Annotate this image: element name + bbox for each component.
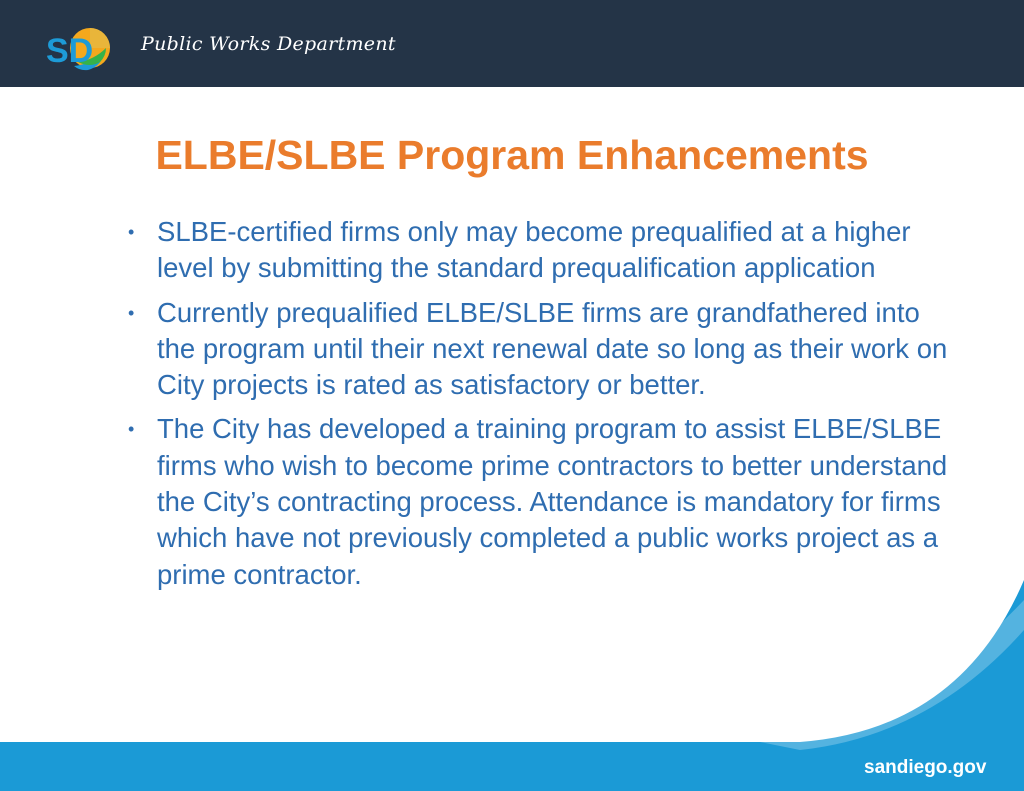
- bullet-text: The City has developed a training program to assist ELBE/SLBE firms who wish to become prime contractors to better understand the City’s contracting process. Attendance is mandatory for firms which have not previously completed a public works project as a prime contractor.: [157, 413, 948, 590]
- slide-title: ELBE/SLBE Program Enhancements: [155, 132, 869, 178]
- bullet-item: [125, 295, 965, 404]
- header-bar: [0, 0, 1024, 87]
- bullet-dot-icon: •: [128, 419, 135, 440]
- bullet-text: Currently prequalified ELBE/SLBE firms are grandfathered into the program until their next renewal date so long as their work on City projects is rated as satisfactory or better.: [157, 296, 948, 401]
- bullet-text: SLBE-certified firms only may become prequalified at a higher level by submitting the standard prequalification application: [157, 216, 911, 284]
- bullet-dot-icon: •: [128, 302, 135, 323]
- bullet-list: [125, 214, 965, 601]
- website-link[interactable]: sandiego.gov: [864, 757, 987, 778]
- department-name: Public Works Department: [141, 33, 396, 55]
- bullet-item: [125, 214, 965, 287]
- bullet-dot-icon: •: [128, 222, 135, 242]
- sd-logo-icon: [44, 18, 114, 74]
- logo-text: SD: [46, 32, 94, 70]
